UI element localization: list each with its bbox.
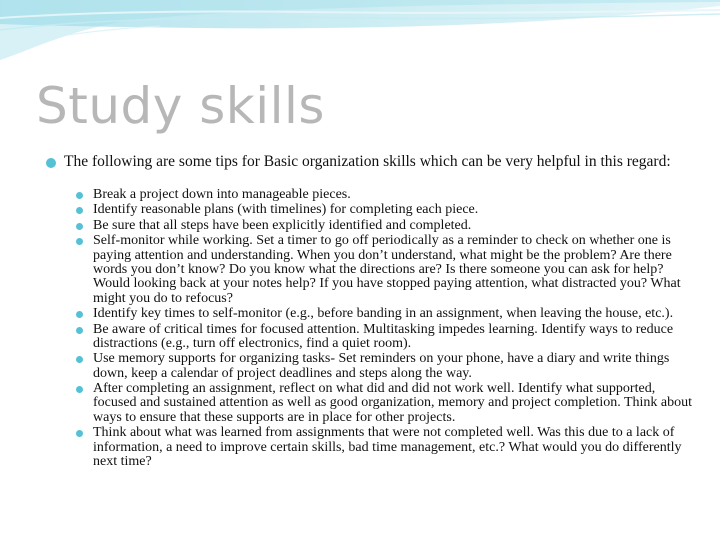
bullet-icon: [76, 430, 83, 437]
bullet-icon: [46, 158, 56, 168]
list-item: [93, 203, 693, 217]
tip-text: Be sure that all steps have been explicitly identified and completed.: [93, 217, 472, 233]
slide-title: Study skills: [36, 77, 325, 135]
list-item: [93, 382, 693, 425]
bullet-icon: [76, 356, 83, 363]
list-item: [93, 426, 693, 469]
tip-text: Think about what was learned from assignments that were not completed well. Was this due to a lack of information, a need to improve certain skills, bad time management, etc.? What would you do differently next time?: [93, 425, 682, 469]
bullet-icon: [76, 192, 83, 199]
list-item: [93, 352, 693, 381]
list-item: [93, 188, 693, 202]
intro-text: The following are some tips for Basic organization skills which can be very helpful in this regard:: [64, 153, 671, 170]
tip-text: Be aware of critical times for focused attention. Multitasking impedes learning. Identify ways to reduce distractions (e.g., turn off electronics, find a quiet room).: [93, 321, 674, 351]
list-item: [93, 307, 693, 321]
tip-text: Break a project down into manageable pieces.: [93, 187, 351, 202]
bullet-icon: [76, 311, 83, 318]
list-item: [93, 234, 693, 306]
list-item: [93, 323, 693, 352]
tip-text: Identify key times to self-monitor (e.g., before banding in an assignment, when leaving the house, etc.).: [93, 306, 674, 322]
tips-list: [93, 188, 693, 470]
tip-text: Identify reasonable plans (with timelines) for completing each piece.: [93, 202, 479, 218]
bullet-icon: [76, 386, 83, 393]
list-item: [93, 219, 693, 233]
tip-text: Use memory supports for organizing tasks- Set reminders on your phone, have a diary and write things down, keep a calendar of project deadlines and steps along the way.: [93, 351, 670, 381]
bullet-icon: [76, 238, 83, 245]
tip-text: After completing an assignment, reflect on what did and did not work well. Identify what supported, focused and sustained attention as well as good organization, memory and project completion. Think about ways to ensure that these supports are in place for other projects.: [93, 381, 693, 425]
bullet-icon: [76, 223, 83, 230]
bullet-icon: [76, 327, 83, 334]
tip-text: Self-monitor while working. Set a timer to go off periodically as a reminder to check on whether one is paying attention and understanding. When you don’t understand, what might be the problem? Are there words you don’t know? Do you know what the directions are? Is there someone you can ask for help? Would looking back at your notes help? If you have stopped paying attention, what distracted you? What might you do to refocus?: [93, 233, 681, 306]
bullet-icon: [76, 207, 83, 214]
